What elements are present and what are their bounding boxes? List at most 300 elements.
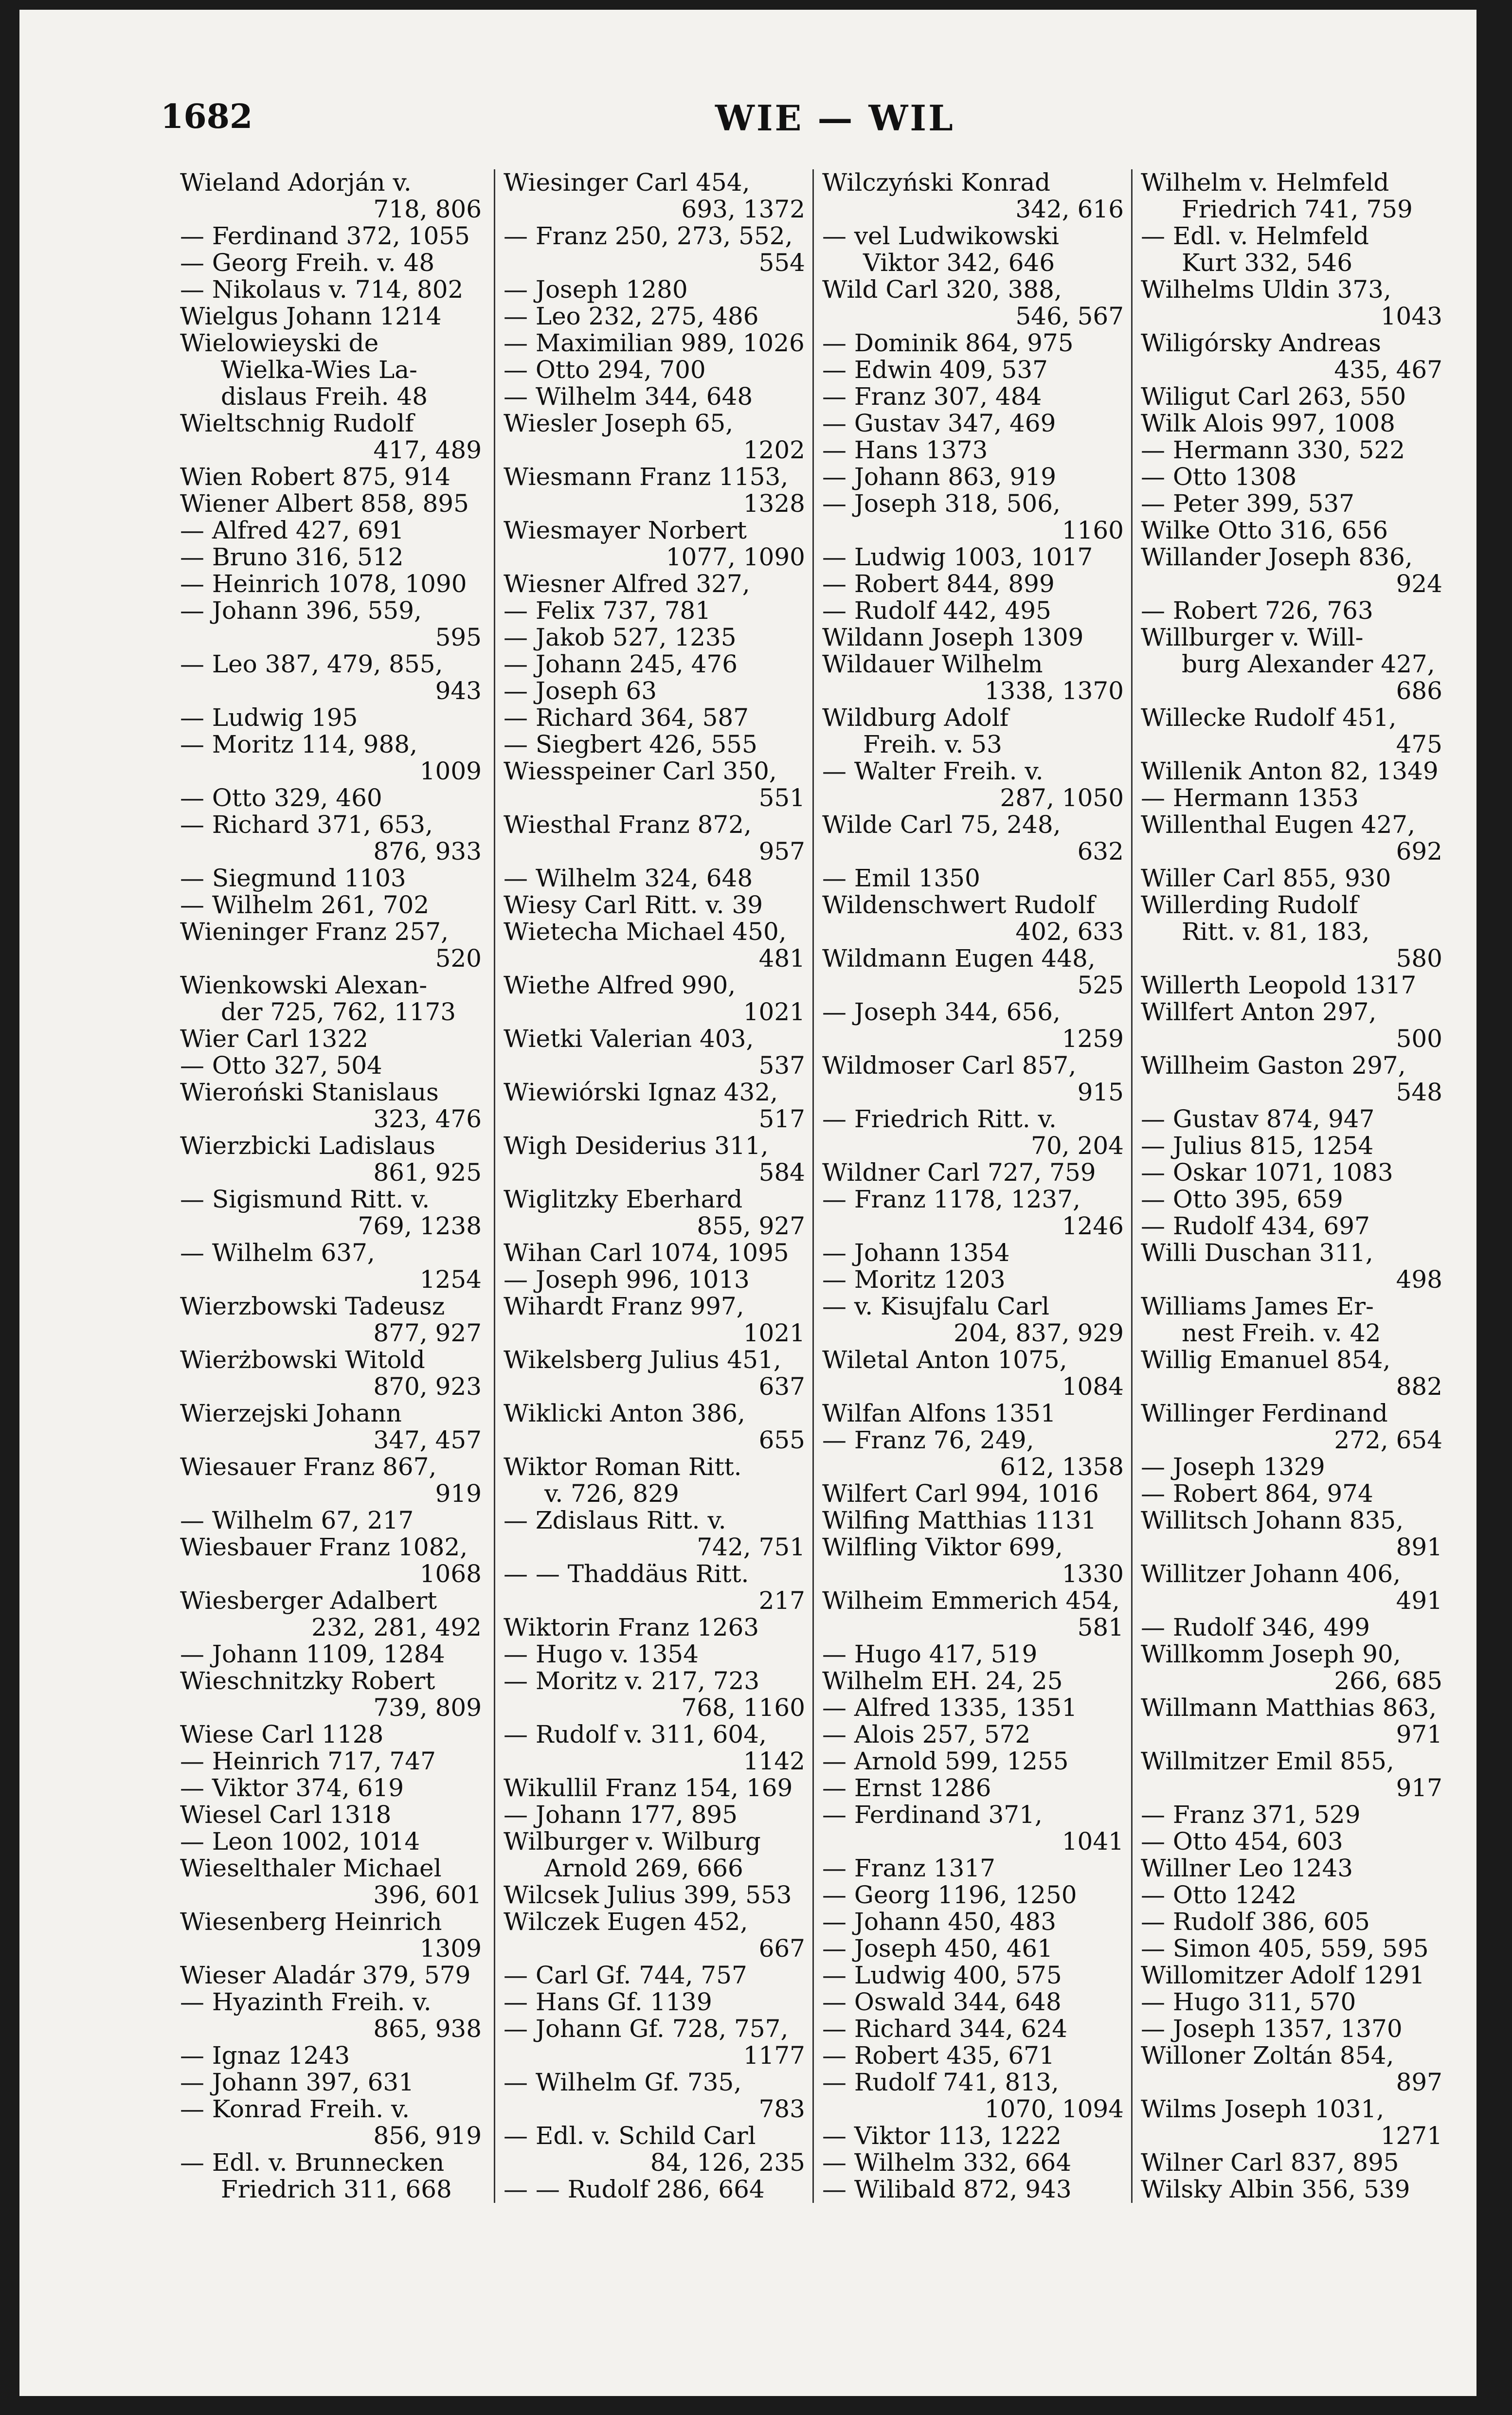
index-entry-line: Wielka-Wies La-: [221, 356, 417, 384]
index-entry: [504, 1641, 805, 1668]
index-entry: [1141, 2176, 1442, 2203]
index-entry-line: — Hermann 1353: [1141, 784, 1359, 812]
index-entry: [822, 1802, 1124, 1855]
index-entry-line: — Richard 344, 624: [822, 2015, 1068, 2043]
index-entry: [504, 1802, 805, 1828]
index-entry-line: — Otto 327, 504: [180, 1051, 382, 1080]
index-entry-line: — Emil 1350: [822, 864, 980, 892]
index-entry-line: — Otto 454, 603: [1141, 1827, 1343, 1856]
index-entry-line: 517: [758, 1105, 805, 1133]
index-entry-line: — Edwin 409, 537: [822, 356, 1048, 384]
index-entry-line: 1330: [1062, 1560, 1124, 1588]
index-column-3: [822, 169, 1124, 2242]
index-entry-line: Wildauer Wilhelm: [822, 650, 1043, 678]
page-header: [161, 97, 1455, 146]
index-entry-line: — Gustav 347, 469: [822, 409, 1056, 437]
index-entry: [180, 1026, 482, 1052]
index-entry: [180, 2069, 482, 2096]
index-entry: [180, 704, 482, 731]
index-entry: [1141, 2042, 1442, 2096]
index-entry: [180, 1909, 482, 1962]
index-entry-line: 481: [758, 944, 805, 973]
index-entry: [1141, 464, 1442, 490]
index-entry-line: — Gustav 874, 947: [1141, 1105, 1375, 1133]
index-entry-line: 435, 467: [1334, 356, 1442, 384]
index-entry-line: — Johann 1354: [822, 1239, 1010, 1267]
index-entry-line: — Wilhelm 324, 648: [504, 864, 753, 892]
index-entry-line: — Franz 307, 484: [822, 382, 1042, 411]
index-column-2: [504, 169, 805, 2242]
index-entry: [180, 972, 482, 1026]
index-entry: [822, 2123, 1124, 2149]
index-entry-line: 856, 919: [373, 2122, 482, 2150]
index-entry-line: 287, 1050: [1000, 784, 1124, 812]
index-entry: [504, 464, 805, 517]
index-entry-line: — Otto 1308: [1141, 463, 1297, 491]
index-entry-line: — Hugo 417, 519: [822, 1640, 1038, 1668]
index-entry-line: 580: [1396, 944, 1442, 973]
index-entry-line: — Franz 250, 273, 552,: [504, 222, 793, 250]
index-entry-line: — Joseph 1329: [1141, 1453, 1325, 1481]
index-entry-line: Wigh Desiderius 311,: [504, 1132, 769, 1160]
index-entry-line: — Franz 76, 249,: [822, 1426, 1034, 1454]
index-entry-line: 581: [1077, 1613, 1124, 1641]
index-entry: [504, 1293, 805, 1347]
index-entry-line: Wiethe Alfred 990,: [504, 971, 736, 999]
index-entry-line: Wiesauer Franz 867,: [180, 1453, 437, 1481]
index-entry: [180, 464, 482, 490]
index-entry-line: 595: [435, 623, 482, 651]
column-rule: [494, 169, 495, 2203]
index-entry-line: Wiesner Alfred 327,: [504, 570, 750, 598]
index-entry-line: dislaus Freih. 48: [221, 382, 428, 411]
index-entry: [504, 1400, 805, 1454]
index-entry-line: Wienkowski Alexan-: [180, 971, 428, 999]
index-entry-line: — Zdislaus Ritt. v.: [504, 1506, 726, 1534]
index-entry: [180, 276, 482, 303]
index-entry-line: 1068: [419, 1560, 482, 1588]
index-entry: [180, 1962, 482, 1989]
index-entry-line: 686: [1396, 677, 1442, 705]
index-entry: [822, 999, 1124, 1052]
index-entry-line: 1021: [743, 998, 805, 1026]
index-entry-line: — — Thaddäus Ritt.: [504, 1560, 749, 1588]
index-entry: [180, 2149, 482, 2203]
index-entry: [1141, 1400, 1442, 1454]
index-entry-line: — Joseph 996, 1013: [504, 1265, 750, 1294]
index-entry: [822, 704, 1124, 758]
index-entry-line: — Arnold 599, 1255: [822, 1747, 1069, 1775]
index-entry-line: 718, 806: [373, 195, 482, 223]
index-entry-line: 475: [1396, 730, 1442, 758]
index-entry: [1141, 1159, 1442, 1186]
index-entry-line: Kurt 332, 546: [1182, 249, 1353, 277]
index-entry-line: 204, 837, 929: [954, 1319, 1124, 1347]
index-entry-line: — Ludwig 400, 575: [822, 1961, 1062, 1989]
index-entry: [180, 651, 482, 704]
index-entry-line: Wiesinger Carl 454,: [504, 168, 750, 197]
index-entry: [180, 865, 482, 892]
index-entry-line: — Moritz 1203: [822, 1265, 1006, 1294]
index-entry: [180, 1186, 482, 1240]
index-entry-line: 1021: [743, 1319, 805, 1347]
index-entry: [822, 1534, 1124, 1587]
index-entry-line: 491: [1396, 1586, 1442, 1615]
running-head: WIE — WIL: [715, 97, 955, 139]
index-entry: [504, 357, 805, 383]
index-entry-line: — Ferdinand 371,: [822, 1801, 1043, 1829]
index-entry-line: der 725, 762, 1173: [221, 998, 456, 1026]
index-entry-line: — Hans Gf. 1139: [504, 1988, 712, 2016]
index-entry-line: Wiesspeiner Carl 350,: [504, 757, 777, 785]
index-entry-line: nest Freih. v. 42: [1182, 1319, 1381, 1347]
index-entry-line: — Julius 815, 1254: [1141, 1132, 1374, 1160]
index-entry-line: — Otto 395, 659: [1141, 1185, 1343, 1213]
index-entry-line: — Leo 387, 479, 855,: [180, 650, 443, 678]
index-entry-line: 347, 457: [373, 1426, 482, 1454]
index-entry: [1141, 624, 1442, 704]
index-entry: [504, 2069, 805, 2123]
index-entry: [1141, 1561, 1442, 1614]
index-entry: [504, 1133, 805, 1186]
index-entry: [504, 1507, 805, 1561]
index-entry-line: Wietecha Michael 450,: [504, 918, 787, 946]
index-entry-line: 1259: [1062, 1025, 1124, 1053]
index-entry-line: 1309: [419, 1934, 482, 1963]
index-entry: [504, 1240, 805, 1266]
index-entry-line: Wilde Carl 75, 248,: [822, 811, 1061, 839]
index-entry: [822, 1587, 1124, 1641]
index-entry: [822, 892, 1124, 945]
index-entry: [504, 972, 805, 1026]
index-entry-line: Willheim Gaston 297,: [1141, 1051, 1406, 1080]
index-column-4: [1141, 169, 1442, 2242]
index-entry-line: 217: [758, 1586, 805, 1615]
index-columns: [161, 169, 1455, 2242]
index-entry-line: — Johann 245, 476: [504, 650, 738, 678]
index-entry-line: Wiktorin Franz 1263: [504, 1613, 759, 1641]
index-entry-line: Wiesel Carl 1318: [180, 1801, 392, 1829]
index-entry-line: — Joseph 1280: [504, 275, 688, 304]
index-entry-line: — v. Kisujfalu Carl: [822, 1292, 1050, 1320]
index-entry: [504, 571, 805, 597]
index-entry-line: 584: [758, 1158, 805, 1187]
index-entry-line: Wiesler Joseph 65,: [504, 409, 734, 437]
index-entry: [1141, 1989, 1442, 2016]
index-entry-line: — Leon 1002, 1014: [180, 1827, 420, 1856]
index-entry-line: Willerding Rudolf: [1141, 891, 1358, 919]
index-entry: [504, 517, 805, 571]
index-entry: [822, 223, 1124, 276]
index-entry: [822, 1721, 1124, 1748]
index-entry-line: — Oswald 344, 648: [822, 1988, 1062, 2016]
index-entry-line: — Johann 177, 895: [504, 1801, 738, 1829]
index-entry-line: Willkomm Joseph 90,: [1141, 1640, 1401, 1668]
index-entry-line: Wildann Joseph 1309: [822, 623, 1084, 651]
index-entry-line: — Edl. v. Schild Carl: [504, 2122, 756, 2150]
index-entry-line: Wilhelm v. Helmfeld: [1141, 168, 1389, 197]
index-entry-line: Wiesberger Adalbert: [180, 1586, 437, 1615]
index-entry-line: 739, 809: [373, 1694, 482, 1722]
index-entry-line: 1202: [743, 436, 805, 464]
index-entry: [180, 517, 482, 544]
index-entry-line: Wilke Otto 316, 656: [1141, 516, 1388, 544]
index-entry-line: — Alfred 1335, 1351: [822, 1694, 1078, 1722]
index-entry: [1141, 410, 1442, 437]
index-entry: [1141, 1106, 1442, 1133]
index-entry: [504, 276, 805, 303]
index-entry: [822, 1989, 1124, 2016]
index-entry-line: 667: [758, 1934, 805, 1963]
index-entry-line: Wilheim Emmerich 454,: [822, 1586, 1120, 1615]
index-entry: [1141, 1052, 1442, 1106]
index-entry: [180, 892, 482, 919]
index-entry-line: 551: [758, 784, 805, 812]
index-entry: [180, 223, 482, 250]
index-entry: [504, 1186, 805, 1240]
index-entry-line: — Otto 1242: [1141, 1881, 1297, 1909]
index-entry: [1141, 972, 1442, 999]
index-entry-line: — Wilhelm 67, 217: [180, 1506, 414, 1534]
index-entry: [822, 2176, 1124, 2203]
index-entry-line: Willander Joseph 836,: [1141, 543, 1413, 571]
index-entry-line: 924: [1396, 570, 1442, 598]
index-entry-line: 500: [1396, 1025, 1442, 1053]
index-entry: [504, 624, 805, 651]
index-entry-line: — Hermann 330, 522: [1141, 436, 1405, 464]
index-entry-line: Wieltschnig Rudolf: [180, 409, 414, 437]
index-entry: [504, 1721, 805, 1775]
index-entry: [504, 1882, 805, 1909]
index-entry-line: 742, 751: [697, 1533, 805, 1561]
index-entry-line: Freih. v. 53: [863, 730, 1002, 758]
index-entry-line: Wilms Joseph 1031,: [1141, 2095, 1385, 2123]
index-entry-line: — Carl Gf. 744, 757: [504, 1961, 747, 1989]
index-entry: [822, 1400, 1124, 1427]
column-rule: [812, 169, 814, 2203]
index-entry-line: Wilk Alois 997, 1008: [1141, 409, 1395, 437]
index-entry-line: Wilner Carl 837, 895: [1141, 2148, 1399, 2177]
index-entry-line: Williams James Er-: [1141, 1292, 1374, 1320]
index-entry: [822, 651, 1124, 704]
index-entry: [180, 1400, 482, 1454]
index-entry-line: 877, 927: [373, 1319, 482, 1347]
index-entry-line: Wilfing Matthias 1131: [822, 1506, 1097, 1534]
index-entry-line: — Viktor 113, 1222: [822, 2122, 1062, 2150]
index-entry: [822, 330, 1124, 357]
index-entry-line: 266, 685: [1334, 1667, 1442, 1695]
index-entry: [504, 1266, 805, 1293]
index-entry-line: Wildmoser Carl 857,: [822, 1051, 1077, 1080]
index-entry-line: Willomitzer Adolf 1291: [1141, 1961, 1425, 1989]
index-entry: [822, 758, 1124, 811]
index-entry-line: Willenthal Eugen 427,: [1141, 811, 1415, 839]
index-entry: [504, 865, 805, 892]
index-entry: [180, 250, 482, 276]
index-entry: [822, 1266, 1124, 1293]
index-entry-line: — Joseph 63: [504, 677, 657, 705]
index-entry-line: — Alois 257, 572: [822, 1720, 1031, 1748]
index-entry-line: Willitzer Johann 406,: [1141, 1560, 1401, 1588]
index-entry-line: 272, 654: [1334, 1426, 1442, 1454]
index-entry: [180, 1347, 482, 1400]
index-entry: [1141, 1935, 1442, 1962]
index-entry: [504, 1347, 805, 1400]
index-entry: [180, 2096, 482, 2149]
index-entry-line: 396, 601: [373, 1881, 482, 1909]
index-entry-line: 525: [1077, 971, 1124, 999]
index-entry-line: Viktor 342, 646: [863, 249, 1055, 277]
index-entry-line: — Richard 364, 587: [504, 703, 749, 732]
index-entry-line: — Johann 863, 919: [822, 463, 1057, 491]
index-entry-line: — Wilhelm 637,: [180, 1239, 375, 1267]
index-entry: [1141, 383, 1442, 410]
index-entry: [1141, 1802, 1442, 1828]
index-entry: [180, 1855, 482, 1909]
index-entry-line: — Rudolf 346, 499: [1141, 1613, 1370, 1641]
index-entry-line: Wildner Carl 727, 759: [822, 1158, 1096, 1187]
index-entry-line: — Otto 294, 700: [504, 356, 706, 384]
index-entry: [822, 1668, 1124, 1694]
index-entry: [504, 1454, 805, 1507]
index-entry-line: 1160: [1062, 516, 1124, 544]
index-entry-line: — Rudolf 434, 697: [1141, 1212, 1370, 1240]
index-entry-line: Wiesmann Franz 1153,: [504, 463, 789, 491]
index-entry: [822, 597, 1124, 624]
index-entry-line: Wierzbicki Ladislaus: [180, 1132, 435, 1160]
index-entry: [504, 758, 805, 811]
index-entry: [180, 1775, 482, 1802]
index-entry-line: — Hugo 311, 570: [1141, 1988, 1356, 2016]
index-entry-line: 632: [1077, 837, 1124, 865]
index-entry-line: — Oskar 1071, 1083: [1141, 1158, 1393, 1187]
index-entry-line: 897: [1396, 2068, 1442, 2096]
index-entry: [822, 276, 1124, 330]
index-entry: [1141, 865, 1442, 892]
index-entry: [504, 169, 805, 223]
index-entry-line: Willecke Rudolf 451,: [1141, 703, 1397, 732]
index-entry: [504, 1962, 805, 1989]
index-entry-line: 783: [758, 2095, 805, 2123]
index-entry: [1141, 544, 1442, 597]
index-entry-line: 1077, 1090: [666, 543, 805, 571]
index-entry: [180, 1989, 482, 2042]
index-entry-line: — Joseph 344, 656,: [822, 998, 1061, 1026]
index-entry-line: Wielgus Johann 1214: [180, 302, 442, 330]
index-entry-line: Wiglitzky Eberhard: [504, 1185, 743, 1213]
index-entry: [822, 1962, 1124, 1989]
index-entry-line: 1070, 1094: [984, 2095, 1124, 2123]
index-entry-line: 70, 204: [1031, 1132, 1124, 1160]
index-entry: [504, 704, 805, 731]
index-entry-line: — Georg Freih. v. 48: [180, 249, 435, 277]
index-entry: [504, 811, 805, 865]
index-entry: [180, 490, 482, 517]
index-entry-line: 876, 933: [373, 837, 482, 865]
index-entry: [822, 1882, 1124, 1909]
index-entry-line: — Konrad Freih. v.: [180, 2095, 410, 2123]
index-entry-line: Willmitzer Emil 855,: [1141, 1747, 1394, 1775]
index-entry-line: — Viktor 374, 619: [180, 1774, 404, 1802]
index-entry: [822, 2042, 1124, 2069]
index-entry-line: — Friedrich Ritt. v.: [822, 1105, 1057, 1133]
index-entry: [822, 1748, 1124, 1775]
index-entry-line: Wikelsberg Julius 451,: [504, 1346, 781, 1374]
index-entry: [180, 1587, 482, 1641]
index-entry: [1141, 223, 1442, 276]
index-entry: [822, 1052, 1124, 1106]
index-entry: [180, 169, 482, 223]
index-entry: [1141, 1133, 1442, 1159]
index-entry: [504, 2176, 805, 2203]
index-entry: [504, 223, 805, 276]
index-entry-line: — Simon 405, 559, 595: [1141, 1934, 1429, 1963]
index-entry-line: — Robert 864, 974: [1141, 1479, 1373, 1508]
index-entry-line: 692: [1396, 837, 1442, 865]
index-entry: [504, 919, 805, 972]
index-entry: [180, 1534, 482, 1587]
index-entry-line: 971: [1396, 1720, 1442, 1748]
index-entry-line: — Johann 1109, 1284: [180, 1640, 445, 1668]
index-entry: [822, 2069, 1124, 2123]
index-entry: [822, 1240, 1124, 1266]
index-entry-line: Wiktor Roman Ritt.: [504, 1453, 742, 1481]
index-entry-line: 537: [758, 1051, 805, 1080]
index-entry-line: Wiesthal Franz 872,: [504, 811, 752, 839]
index-entry: [822, 1159, 1124, 1186]
index-entry: [504, 892, 805, 919]
index-entry-line: 1043: [1380, 302, 1442, 330]
index-entry-line: — Franz 1178, 1237,: [822, 1185, 1080, 1213]
index-entry-line: — Edl. v. Brunnecken: [180, 2148, 445, 2177]
index-entry: [180, 1721, 482, 1748]
index-entry: [180, 1802, 482, 1828]
index-entry-line: — Rudolf 386, 605: [1141, 1908, 1370, 1936]
index-entry-line: Wieroński Stanislaus: [180, 1078, 439, 1106]
index-entry-line: Wiletal Anton 1075,: [822, 1346, 1067, 1374]
index-entry: [180, 1293, 482, 1347]
index-entry-line: — Ernst 1286: [822, 1774, 991, 1802]
index-entry: [504, 1561, 805, 1614]
index-entry: [1141, 437, 1442, 464]
index-entry: [180, 2042, 482, 2069]
index-entry-line: — Felix 737, 781: [504, 596, 711, 625]
index-entry: [504, 597, 805, 624]
index-entry-line: 870, 923: [373, 1372, 482, 1401]
page-number: 1682: [161, 97, 253, 136]
index-entry: [180, 1507, 482, 1534]
index-entry-line: — Bruno 316, 512: [180, 543, 404, 571]
index-entry-line: Arnold 269, 666: [544, 1854, 743, 1882]
index-entry-line: Wiewiórski Ignaz 432,: [504, 1078, 778, 1106]
index-entry-line: 882: [1396, 1372, 1442, 1401]
index-entry-line: Wiesmayer Norbert: [504, 516, 747, 544]
index-entry-line: Friedrich 741, 759: [1182, 195, 1413, 223]
index-entry-line: Wiligut Carl 263, 550: [1141, 382, 1406, 411]
index-entry-line: Wier Carl 1322: [180, 1025, 368, 1053]
index-entry: [1141, 1882, 1442, 1909]
index-entry: [1141, 999, 1442, 1052]
index-entry-line: — Siegbert 426, 555: [504, 730, 757, 758]
index-entry: [1141, 1186, 1442, 1213]
index-entry-line: Wiese Carl 1128: [180, 1720, 384, 1748]
index-entry-line: — Siegmund 1103: [180, 864, 406, 892]
index-entry-line: Wiesy Carl Ritt. v. 39: [504, 891, 763, 919]
index-entry: [822, 1641, 1124, 1668]
index-entry-line: 342, 616: [1015, 195, 1124, 223]
index-entry-line: Wierzbowski Tadeusz: [180, 1292, 445, 1320]
index-entry-line: Wild Carl 320, 388,: [822, 275, 1062, 304]
